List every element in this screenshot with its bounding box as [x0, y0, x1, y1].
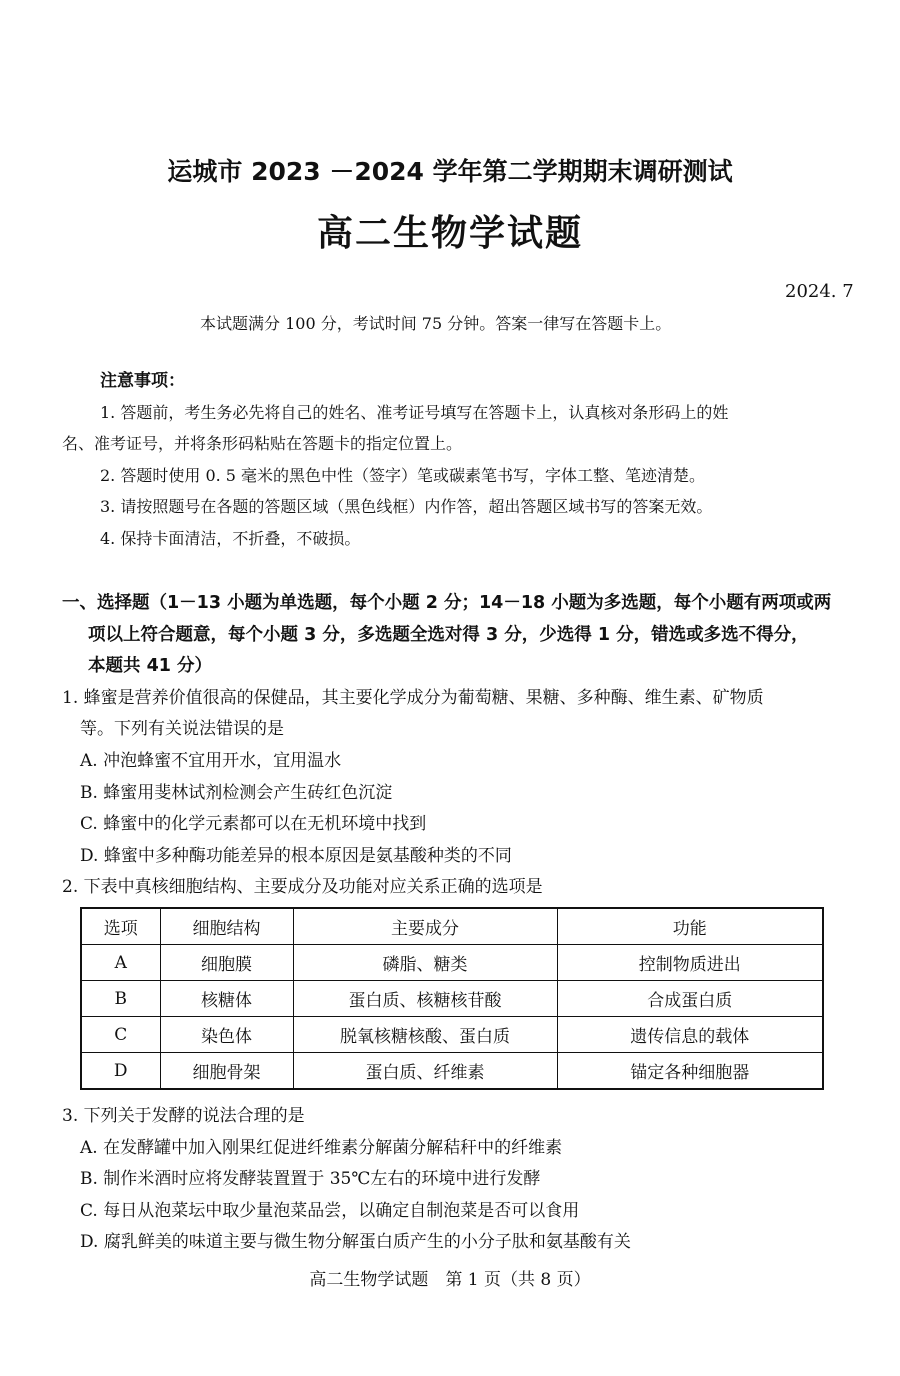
table-cell: 细胞骨架 [160, 1053, 293, 1090]
table-header-row [81, 908, 823, 945]
exam-date: 2024. 7 [785, 281, 854, 302]
question-2-table [80, 907, 824, 1090]
table-cell: 合成蛋白质 [557, 981, 823, 1017]
notice-line-3: 3. 请按照题号在各题的答题区域（黑色线框）内作答，超出答题区域书写的答案无效。 [100, 497, 713, 516]
table-cell: 遗传信息的载体 [557, 1017, 823, 1053]
subject-title: 高二生物学试题 [316, 213, 583, 254]
table-cell: 染色体 [160, 1017, 293, 1053]
table-cell: 核糖体 [160, 981, 293, 1017]
table-header-cell: 细胞结构 [160, 908, 293, 945]
table-cell: 细胞膜 [160, 945, 293, 981]
question-3-option-d: D. 腐乳鲜美的味道主要与微生物分解蛋白质产生的小分子肽和氨基酸有关 [80, 1232, 631, 1252]
question-1-option-b: B. 蜂蜜用斐林试剂检测会产生砖红色沉淀 [80, 783, 393, 803]
section-title-line-2: 项以上符合题意，每个小题 3 分，多选题全选对得 3 分，少选得 1 分，错选或多选不得分， [88, 625, 809, 645]
notice-line-1: 1. 答题前，考生务必先将自己的姓名、准考证号填写在答题卡上，认真核对条形码上的姓 [100, 403, 729, 422]
question-3-option-b: B. 制作米酒时应将发酵装置置于 35℃左右的环境中进行发酵 [80, 1169, 541, 1189]
question-1-option-d: D. 蜂蜜中多种酶功能差异的根本原因是氨基酸种类的不同 [80, 846, 512, 866]
table-cell: 磷脂、糖类 [293, 945, 557, 981]
table-cell: D [81, 1053, 160, 1090]
exam-intro: 本试题满分 100 分，考试时间 75 分钟。答案一律写在答题卡上。 [200, 314, 672, 333]
table-row [81, 945, 823, 981]
table-cell: 控制物质进出 [557, 945, 823, 981]
page-footer: 高二生物学试题 第 1 页（共 8 页） [309, 1270, 591, 1290]
question-3-option-c: C. 每日从泡菜坛中取少量泡菜品尝，以确定自制泡菜是否可以食用 [80, 1201, 580, 1221]
notice-title: 注意事项： [100, 371, 185, 391]
question-3-option-a: A. 在发酵罐中加入刚果红促进纤维素分解菌分解秸秆中的纤维素 [80, 1138, 563, 1158]
question-1-stem-line-2: 等。下列有关说法错误的是 [80, 719, 284, 739]
section-title-line-1: 一、选择题（1－13 小题为单选题，每个小题 2 分；14－18 小题为多选题，每个小题有两项或两 [62, 593, 832, 613]
table-cell: 锚定各种细胞器 [557, 1053, 823, 1090]
table-header-cell: 主要成分 [293, 908, 557, 945]
table-cell: 脱氧核糖核酸、蛋白质 [293, 1017, 557, 1053]
question-1-stem-line-1: 1. 蜂蜜是营养价值很高的保健品，其主要化学成分为葡萄糖、果糖、多种酶、维生素、矿物质 [62, 688, 764, 708]
notice-line-1-cont: 名、准考证号，并将条形码粘贴在答题卡的指定位置上。 [62, 434, 463, 453]
table-cell: 蛋白质、纤维素 [293, 1053, 557, 1090]
table-header-cell: 选项 [81, 908, 160, 945]
question-1-option-c: C. 蜂蜜中的化学元素都可以在无机环境中找到 [80, 814, 427, 834]
table-row [81, 1017, 823, 1053]
notice-line-4: 4. 保持卡面清洁，不折叠，不破损。 [100, 529, 361, 548]
table-cell: 蛋白质、核糖核苷酸 [293, 981, 557, 1017]
table-header-cell: 功能 [557, 908, 823, 945]
table-row [81, 981, 823, 1017]
question-1-option-a: A. 冲泡蜂蜜不宜用开水，宜用温水 [80, 751, 342, 771]
notice-line-2: 2. 答题时使用 0. 5 毫米的黑色中性（签字）笔或碳素笔书写，字体工整、笔迹清楚。 [100, 466, 706, 485]
table-cell: C [81, 1017, 160, 1053]
exam-name: 运城市 2023 －2024 学年第二学期期末调研测试 [167, 157, 733, 186]
question-3-stem: 3. 下列关于发酵的说法合理的是 [62, 1106, 305, 1126]
section-title-line-3: 本题共 41 分） [88, 656, 213, 676]
question-2-stem: 2. 下表中真核细胞结构、主要成分及功能对应关系正确的选项是 [62, 877, 543, 897]
table-cell: B [81, 981, 160, 1017]
table-cell: A [81, 945, 160, 981]
table-row [81, 1053, 823, 1090]
